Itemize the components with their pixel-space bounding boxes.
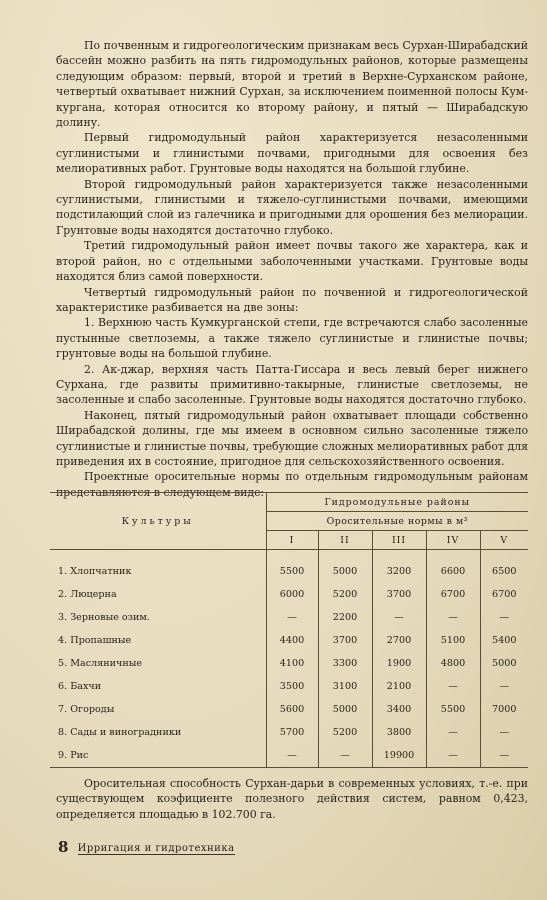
table-cell: 2700	[372, 629, 426, 652]
body-text	[56, 38, 528, 500]
table-cell: 5200	[318, 721, 372, 744]
crop-name: 3. Зерновые озим.	[50, 606, 266, 629]
column-header: V	[480, 531, 528, 550]
paragraph: Проектные оросительные нормы по отдельным гидромодульным районам представляются в следующем виде:	[56, 470, 528, 499]
table-cell: —	[372, 606, 426, 629]
crop-name: 9. Рис	[50, 744, 266, 768]
column-header: III	[372, 531, 426, 550]
paragraph: Оросительная способность Сурхан-дарьи в современных условиях, т.-е. при существующем коэфициенте полезного действия систем, равном 0,423, определяется площадью в 102.700 га.	[56, 777, 528, 821]
group-header: Гидромодульные районы	[266, 493, 528, 512]
table-cell: —	[426, 606, 480, 629]
table-row	[50, 721, 528, 744]
crop-name: 7. Огороды	[50, 698, 266, 721]
table-row	[50, 652, 528, 675]
table-cell: 4400	[266, 629, 318, 652]
table-cell: 5100	[426, 629, 480, 652]
crop-name: 2. Люцерна	[50, 583, 266, 606]
table-cell: 3300	[318, 652, 372, 675]
table-cell: 3100	[318, 675, 372, 698]
table-cell: —	[480, 744, 528, 768]
table-cell: —	[480, 675, 528, 698]
paragraph: Первый гидромодульный район характеризуется незасоленными суглинистыми и глинистыми почвами, пригодными для освоения без мелиоративных работ. Грунтовые воды находятся на большой глубине.	[56, 131, 528, 176]
table-row	[50, 606, 528, 629]
table-cell: 6600	[426, 560, 480, 583]
table-cell: 6000	[266, 583, 318, 606]
crop-column-header: Культуры	[50, 493, 266, 550]
table-row	[50, 698, 528, 721]
table-cell: 5600	[266, 698, 318, 721]
table-cell: 6700	[480, 583, 528, 606]
table-row	[50, 629, 528, 652]
crop-name: 4. Пропашные	[50, 629, 266, 652]
table-cell: 6700	[426, 583, 480, 606]
table-cell: 6500	[480, 560, 528, 583]
table-cell: —	[266, 744, 318, 768]
crop-name: 5. Масляничные	[50, 652, 266, 675]
table-cell: —	[318, 744, 372, 768]
table-cell: 3500	[266, 675, 318, 698]
table-cell: —	[480, 721, 528, 744]
table-row	[50, 675, 528, 698]
table-cell: —	[266, 606, 318, 629]
crop-name: 1. Хлопчатник	[50, 560, 266, 583]
page-number: 8	[58, 838, 69, 856]
column-header: II	[318, 531, 372, 550]
table-cell: 5000	[480, 652, 528, 675]
table-cell: 5000	[318, 560, 372, 583]
table-cell: 5500	[426, 698, 480, 721]
paragraph: По почвенным и гидрогеологическим признакам весь Сурхан-Ширабадский бассейн можно разбить на пять гидромодульных районов, которые размещены следующим образом: первый, второй и третий в Верхне-Сурханском районе, четвертый охватывает нижний Сурхан, за исключением поименной полосы Кум-кургана, которая относится ко второму району, и пятый — Ширабадскую долину.	[56, 39, 528, 130]
table-cell: 19900	[372, 744, 426, 768]
crop-name: 8. Сады и виноградники	[50, 721, 266, 744]
table-cell: 5500	[266, 560, 318, 583]
sub-header: Оросительные нормы в м³	[266, 512, 528, 531]
column-header: IV	[426, 531, 480, 550]
closing-text	[56, 776, 528, 822]
table-cell: 5700	[266, 721, 318, 744]
crop-name: 6. Бахчи	[50, 675, 266, 698]
table-row	[50, 560, 528, 583]
table-cell: —	[426, 721, 480, 744]
table-cell: 3200	[372, 560, 426, 583]
table-cell: 5000	[318, 698, 372, 721]
table-cell: —	[426, 744, 480, 768]
paragraph: Третий гидромодульный район имеет почвы такого же характера, как и второй район, но с отдельными заболоченными участками. Грунтовые воды находятся близ самой поверхности.	[56, 239, 528, 284]
table-cell: 2100	[372, 675, 426, 698]
paragraph: Четвертый гидромодульный район по почвенной и гидрогеологической характеристике разбивается на две зоны:	[56, 285, 528, 314]
table-cell: 3700	[372, 583, 426, 606]
table-row	[50, 744, 528, 768]
table-cell: 3700	[318, 629, 372, 652]
paragraph: Наконец, пятый гидромодульный район охватывает площади собственно Ширабадской долины, где мы имеем в основном сильно засоленные тяжело суглинистые и глинистые почвы, требующие сложных мелиоративных работ для приведения их в состояние, пригодное для сельскохозяйственного освоения.	[56, 408, 528, 468]
irrigation-norms-table	[50, 492, 528, 768]
table-cell: 5200	[318, 583, 372, 606]
page-footer	[58, 838, 235, 856]
column-header: I	[266, 531, 318, 550]
table-cell: 2200	[318, 606, 372, 629]
table-cell: 4800	[426, 652, 480, 675]
table-row	[50, 583, 528, 606]
list-item: 2. Ак-джар, верхняя часть Патта-Гиссара и весь левый берег нижнего Сурхана, где развиты примитивно-такырные, глинистые светлоземы, не засоленные и слабо засоленные. Грунтовые воды находятся достаточно глубоко.	[56, 362, 528, 407]
table-cell: —	[480, 606, 528, 629]
list-item: 1. Верхнюю часть Кумкурганской степи, где встречаются слабо засоленные пустынные светлоземы, а также тяжело суглинистые и глинистые почвы; грунтовые воды на большой глубине.	[56, 316, 528, 361]
paragraph: Второй гидромодульный район характеризуется также незасоленными суглинистыми, глинистыми и тяжело-суглинистыми почвами, имеющими подстилающий слой из галечника и пригодными для орошения без мелиорации. Грунтовые воды находятся достаточно глубоко.	[56, 177, 528, 237]
table-cell: 4100	[266, 652, 318, 675]
table-cell: 5400	[480, 629, 528, 652]
table-cell: —	[426, 675, 480, 698]
table-cell: 3400	[372, 698, 426, 721]
table-cell: 3800	[372, 721, 426, 744]
table-cell: 1900	[372, 652, 426, 675]
table-cell: 7000	[480, 698, 528, 721]
running-title: Ирригация и гидротехника	[77, 843, 235, 854]
